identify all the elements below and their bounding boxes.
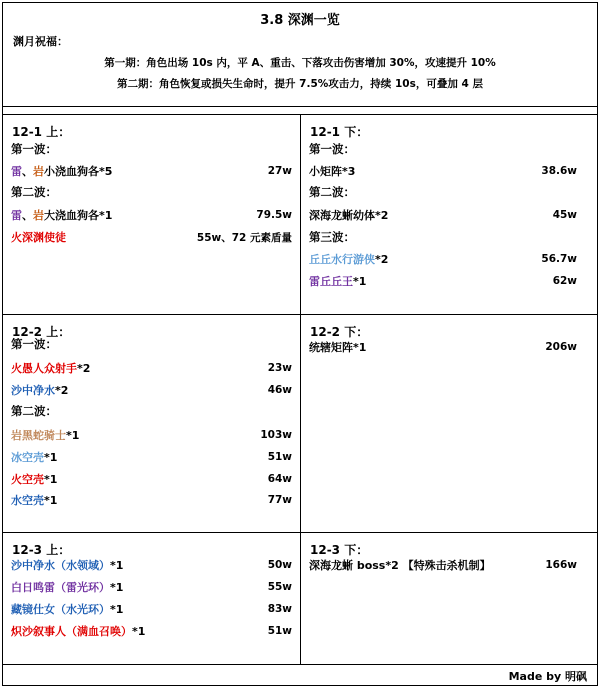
enemy-entry: [11, 555, 123, 575]
chamber-title: 12-2 下：: [310, 325, 369, 339]
enemy-count: *1: [110, 558, 124, 572]
wave-label: 第一波：: [11, 337, 57, 351]
enemy-entry: [11, 490, 57, 510]
wave-label: 第二波：: [309, 185, 355, 199]
enemy-hp: 56.7w: [541, 253, 577, 265]
blessing-period-2: 第二期：角色恢复或损失生命时，提升 7.5%攻击力，持续 10s，可叠加 4 层: [117, 78, 483, 90]
enemy-count: *2: [55, 383, 69, 397]
floor-12-3-row: [3, 533, 597, 665]
enemy-entry: 统辖矩阵*1: [309, 341, 367, 354]
enemy-entry: [11, 447, 57, 467]
enemy-hp: 50w: [267, 559, 292, 571]
enemy-entry: 小矩阵*3: [309, 165, 356, 178]
enemy-name: 大浇血狗各*1: [44, 209, 113, 222]
enemy-name: 沙中净水: [11, 384, 55, 397]
element-geo-label: 岩: [33, 165, 44, 178]
enemy-name: 雷丘丘王: [309, 275, 353, 288]
enemy-count: *1: [110, 580, 124, 594]
enemy-hp: 103w: [260, 429, 292, 441]
enemy-entry: [11, 205, 112, 225]
enemy-entry: [11, 380, 68, 400]
blessing-label: 渊月祝福：: [13, 35, 68, 48]
enemy-hp: 51w: [267, 451, 292, 463]
chamber-title: 12-3 上：: [12, 543, 71, 557]
enemy-name: 火空壳: [11, 473, 44, 486]
wave-label: 第一波：: [309, 142, 355, 156]
enemy-entry: [309, 249, 388, 269]
enemy-count: *1: [353, 274, 367, 288]
enemy-entry: [11, 161, 112, 181]
enemy-count: *2: [375, 252, 389, 266]
enemy-name: 冰空壳: [11, 451, 44, 464]
footer: [3, 665, 597, 686]
floor-12-2-upper: [3, 315, 301, 532]
element-electro-label: 雷: [11, 209, 22, 222]
wave-label: 第二波：: [11, 404, 57, 418]
enemy-entry: 火深渊使徒: [11, 231, 66, 244]
enemy-hp: 45w: [552, 209, 577, 221]
enemy-count: *1: [132, 624, 146, 638]
enemy-hp: 206w: [545, 341, 577, 353]
enemy-entry: 深海龙蜥幼体*2: [309, 209, 389, 222]
chamber-title: 12-3 下：: [310, 543, 369, 557]
chamber-title: 12-2 上：: [12, 325, 71, 339]
header-section: [3, 3, 597, 107]
enemy-entry: [11, 425, 79, 445]
enemy-name: 丘丘水行游侠: [309, 253, 375, 266]
chamber-title: 12-1 上：: [12, 125, 71, 139]
floor-12-1-row: [3, 114, 597, 315]
separator: 、: [22, 209, 33, 222]
enemy-count: *1: [110, 602, 124, 616]
enemy-hp: 27w: [267, 165, 292, 177]
blessing-period-1: 第一期：角色出场 10s 内，平 A、重击、下落攻击伤害增加 30%，攻速提升 10%: [104, 57, 496, 69]
element-electro-label: 雷: [11, 165, 22, 178]
wave-label: 第三波：: [309, 230, 355, 244]
enemy-hp: 62w: [552, 275, 577, 287]
author-credit: Made by 明砜: [508, 670, 587, 683]
floor-12-1-lower: [301, 115, 597, 314]
separator: 、: [22, 165, 33, 178]
wave-label: 第二波：: [11, 185, 57, 199]
enemy-count: *1: [66, 428, 80, 442]
abyss-overview-sheet: [2, 2, 598, 686]
page-title: 3.8 深渊一览: [260, 13, 340, 28]
enemy-name: 藏镜仕女（水光环）: [11, 603, 110, 616]
enemy-entry: [11, 577, 123, 597]
floor-12-2-row: [3, 315, 597, 533]
enemy-hp: 166w: [545, 559, 577, 571]
enemy-hp: 55w、72 元素盾量: [196, 231, 292, 244]
enemy-entry: [11, 599, 123, 619]
enemy-entry: 深海龙蜥 boss*2 【特殊击杀机制】: [309, 559, 491, 572]
chamber-title: 12-1 下：: [310, 125, 369, 139]
enemy-count: *1: [44, 450, 58, 464]
enemy-hp: 51w: [267, 625, 292, 637]
enemy-name: 岩黑蛇骑士: [11, 429, 66, 442]
enemy-hp: 38.6w: [541, 165, 577, 177]
enemy-name: 火愚人众射手: [11, 362, 77, 375]
enemy-hp: 77w: [267, 494, 292, 506]
floor-12-2-lower: [301, 315, 597, 532]
enemy-hp: 55w: [267, 581, 292, 593]
enemy-entry: [11, 358, 90, 378]
enemy-hp: 79.5w: [256, 209, 292, 221]
enemy-count: *2: [77, 361, 91, 375]
enemy-entry: [11, 469, 57, 489]
floor-12-3-lower: [301, 533, 597, 664]
enemy-name: 水空壳: [11, 494, 44, 507]
floor-12-1-upper: [3, 115, 301, 314]
enemy-entry: [309, 271, 366, 291]
enemy-count: *1: [44, 472, 58, 486]
enemy-name: 白日鸣雷（雷光环）: [11, 581, 110, 594]
floor-12-3-upper: [3, 533, 301, 664]
wave-label: 第一波：: [11, 142, 57, 156]
enemy-count: *1: [44, 493, 58, 507]
element-geo-label: 岩: [33, 209, 44, 222]
enemy-hp: 64w: [267, 473, 292, 485]
enemy-name: 沙中净水（水领域）: [11, 559, 110, 572]
enemy-hp: 23w: [267, 362, 292, 374]
enemy-entry: [11, 621, 145, 641]
enemy-name: 炽沙叙事人（满血召唤）: [11, 625, 132, 638]
enemy-name: 小浇血狗各*5: [44, 165, 113, 178]
enemy-hp: 46w: [267, 384, 292, 396]
enemy-hp: 83w: [267, 603, 292, 615]
